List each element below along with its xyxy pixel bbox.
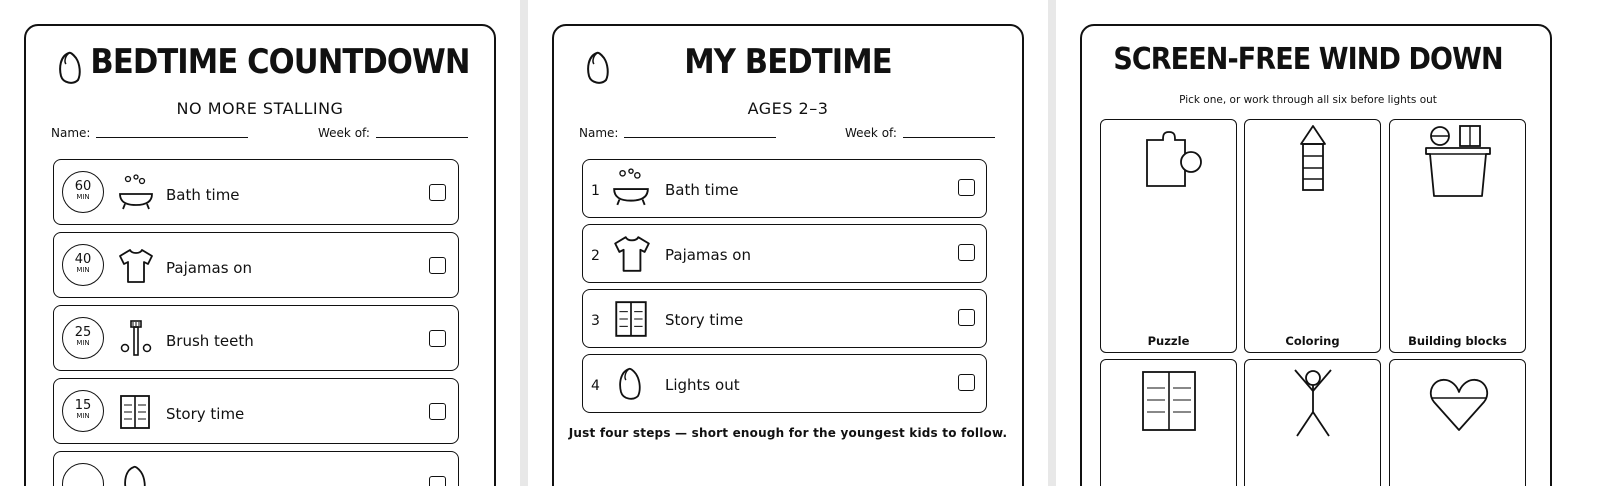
badge-minutes: 15 <box>74 398 92 413</box>
name-field[interactable] <box>51 126 248 140</box>
badge-minutes: 60 <box>74 179 92 194</box>
page-title: BEDTIME COUNTDOWN <box>90 42 470 82</box>
shirt-icon <box>611 233 653 275</box>
step-label: Bath time <box>665 181 739 199</box>
crayon-icon <box>1297 124 1329 192</box>
row-checkbox[interactable] <box>429 330 446 347</box>
book-icon <box>1141 370 1197 432</box>
tile-label: Puzzle <box>1147 334 1190 348</box>
activity-tile-heart[interactable] <box>1389 359 1526 486</box>
week-field[interactable] <box>318 126 468 140</box>
badge-minutes: 40 <box>74 252 92 267</box>
step-label: Pajamas on <box>665 246 751 264</box>
activity-tile-coloring[interactable] <box>1244 119 1381 353</box>
activity-tile-stretching[interactable] <box>1244 359 1381 486</box>
tile-label: Coloring <box>1285 334 1340 348</box>
wind-down-sheet <box>1056 0 1600 486</box>
page-subtitle: AGES 2–3 <box>747 99 829 118</box>
name-label: Name: <box>51 126 91 140</box>
week-field[interactable] <box>845 126 995 140</box>
my-bedtime-sheet <box>528 0 1048 486</box>
book-icon <box>118 393 152 431</box>
blocks-icon <box>1422 124 1494 200</box>
step-number: 1 <box>591 183 600 199</box>
badge-unit: MIN <box>76 193 90 201</box>
routine-row-story <box>53 378 459 444</box>
time-badge <box>62 171 104 213</box>
bathtub-icon <box>116 174 156 212</box>
row-label: Bath time <box>166 186 240 204</box>
step-row-story <box>582 289 987 348</box>
page-subtitle: NO MORE STALLING <box>176 99 344 118</box>
time-badge <box>62 390 104 432</box>
step-checkbox[interactable] <box>958 309 975 326</box>
row-label: Story time <box>166 405 245 423</box>
tile-label: Building blocks <box>1408 334 1507 348</box>
stretching-person-icon <box>1283 364 1343 440</box>
step-number: 4 <box>591 378 600 394</box>
moon-icon <box>120 464 150 486</box>
page-title: MY BEDTIME <box>684 42 892 82</box>
moon-icon <box>615 364 645 404</box>
step-checkbox[interactable] <box>958 244 975 261</box>
bathtub-icon <box>609 168 653 208</box>
row-label: Brush teeth <box>166 332 254 350</box>
week-label: Week of: <box>845 126 897 140</box>
activity-tile-puzzle[interactable] <box>1100 119 1237 353</box>
name-field[interactable] <box>579 126 776 140</box>
book-icon <box>613 299 649 339</box>
row-checkbox[interactable] <box>429 184 446 201</box>
badge-unit: MIN <box>76 266 90 274</box>
routine-row-pajamas <box>53 232 459 298</box>
step-row-pajamas <box>582 224 987 283</box>
heart-icon <box>1428 372 1490 434</box>
step-row-bath <box>582 159 987 218</box>
countdown-sheet <box>0 0 520 486</box>
step-checkbox[interactable] <box>958 374 975 391</box>
shirt-icon <box>116 247 156 285</box>
badge-unit: MIN <box>76 412 90 420</box>
step-label: Story time <box>665 311 744 329</box>
badge-minutes: 25 <box>74 325 92 340</box>
puzzle-icon <box>1141 126 1205 190</box>
row-checkbox[interactable] <box>429 403 446 420</box>
row-checkbox[interactable] <box>429 257 446 274</box>
step-number: 3 <box>591 313 600 329</box>
toothbrush-icon <box>116 318 156 358</box>
page-title: SCREEN-FREE WIND DOWN <box>1113 42 1503 77</box>
routine-row-teeth <box>53 305 459 371</box>
activity-tile-reading[interactable] <box>1100 359 1237 486</box>
routine-row-bath <box>53 159 459 225</box>
name-label: Name: <box>579 126 619 140</box>
badge-unit: MIN <box>76 339 90 347</box>
activity-tile-blocks[interactable] <box>1389 119 1526 353</box>
time-badge <box>62 244 104 286</box>
step-row-lights <box>582 354 987 413</box>
page-intro: Pick one, or work through all six before lights out <box>1179 94 1437 106</box>
step-number: 2 <box>591 248 600 264</box>
routine-row-partial <box>53 451 459 486</box>
time-badge <box>62 463 104 486</box>
week-label: Week of: <box>318 126 370 140</box>
footer-note: Just four steps — short enough for the youngest kids to follow. <box>568 426 1008 440</box>
step-checkbox[interactable] <box>958 179 975 196</box>
row-label: Pajamas on <box>166 259 252 277</box>
step-label: Lights out <box>665 376 740 394</box>
time-badge <box>62 317 104 359</box>
row-checkbox[interactable] <box>429 476 446 486</box>
